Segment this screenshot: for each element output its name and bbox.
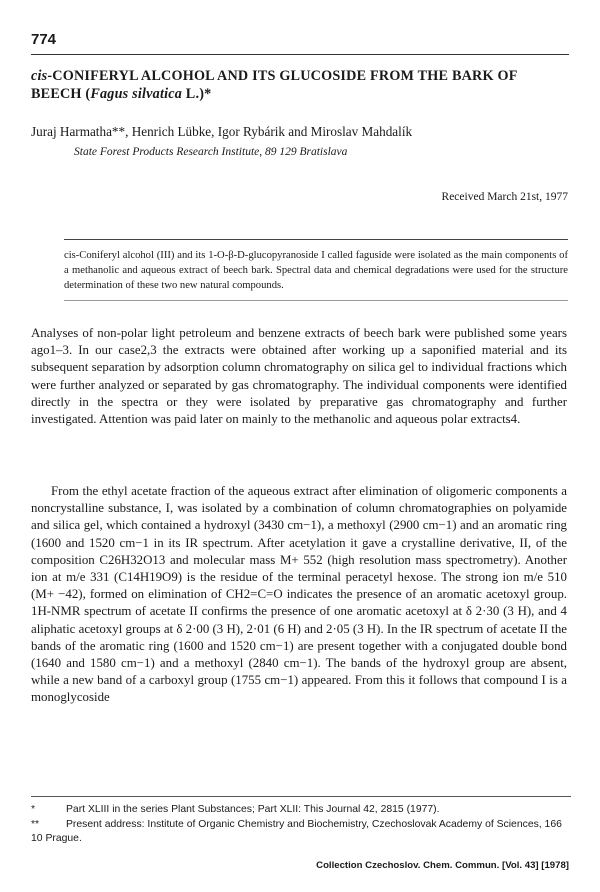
- abstract-rule-top: [64, 239, 568, 240]
- title-prefix: cis: [31, 68, 48, 84]
- title-text-2: L.)*: [182, 86, 212, 102]
- article-title: [31, 67, 571, 103]
- journal-footer: Collection Czechoslov. Chem. Commun. [Vol. 43] [1978]: [316, 860, 569, 871]
- page-number: 774: [31, 31, 57, 48]
- footnote-rule: [31, 796, 571, 797]
- footnotes: [31, 803, 571, 847]
- abstract: cis-Coniferyl alcohol (III) and its 1-O-β-D-glucopyranoside I called faguside were isolated as the main components of a methanolic and aqueous extract of beech bark. Spectral data and chemical degradations were used for the structure determination of these two new natural compounds.: [64, 250, 568, 291]
- footnote-2-mark: **: [31, 818, 40, 830]
- body-paragraph-2: From the ethyl acetate fraction of the aqueous extract after elimination of oligomeric components a noncrystalline substance, I, was isolated by a combination of column chromatographies on polyamide and silica gel, which contained a hydroxyl (3430 cm−1), a methoxyl (2900 cm−1) and an aromatic ring (1600 and 1520 cm−1 in its IR spectrum. After acetylation it gave a crystalline derivative, II, of the composition C26H32O13 and molecular mass M+ 552 (high resolution mass spectrometry). Another ion at m/e 331 (C14H19O9) is the residue of the terminal peracetyl hexose. The strong ion m/e 510 (M+ −42), formed on elimination of CH2=C=O indicates the presence of an aromatic acetoxyl group. 1H-NMR spectrum of acetate II confirms the presence of one aromatic acetoxyl at δ 2·30 (3 H), and 4 aliphatic acetoxyl groups at δ 2·00 (3 H), 2·01 (6 H) and 2·05 (3 H). In the IR spectrum of acetate II the bands of the aromatic ring (1600 and 1520 cm−1) are present together with a conjugated double bond (1640 and 1580 cm−1) and a methoxyl (2840 cm−1). The bands of the hydroxyl group are absent, while a new band of a carboxyl group (1755 cm−1) appeared. From this it follows that compound I is a monoglycoside: [31, 484, 567, 705]
- abstract-rule-bottom: [64, 300, 568, 301]
- body-paragraph-1: Analyses of non-polar light petroleum and benzene extracts of beech bark were published some years ago1–3. In our case2,3 the extracts were obtained after working up a saponified material and its subsequent separation by adsorption column chromatography on silica gel to individual fractions which were further analyzed or separated by gas chromatography. The individual components were identified directly in the spectra or they were isolated by preparative gas chromatography and further investigated. Attention was paid later on mainly to the methanolic and aqueous polar extracts4.: [31, 326, 567, 427]
- authors: Juraj Harmatha**, Henrich Lübke, Igor Rybárik and Miroslav Mahdalík: [31, 124, 413, 139]
- header-rule: [31, 54, 569, 55]
- footnote-2: [31, 818, 571, 847]
- footnote-1-mark: *: [31, 804, 36, 815]
- title-species: Fagus silvatica: [90, 86, 183, 102]
- affiliation: State Forest Products Research Institute, 89 129 Bratislava: [74, 146, 348, 158]
- received-date: Received March 21st, 1977: [441, 191, 568, 203]
- footnote-2-text: Present address: Institute of Organic Chemistry and Biochemistry, Czechoslovak Academy of Sciences, 166 10 Prague.: [31, 818, 562, 844]
- footnote-1-text: Part XLIII in the series Plant Substances; Part XLII: This Journal 42, 2815 (1977).: [66, 804, 440, 815]
- title-text-1: -CONIFERYL ALCOHOL AND ITS GLUCOSIDE FROM THE BARK OF BEECH (: [31, 68, 518, 102]
- footnote-1: [31, 803, 571, 818]
